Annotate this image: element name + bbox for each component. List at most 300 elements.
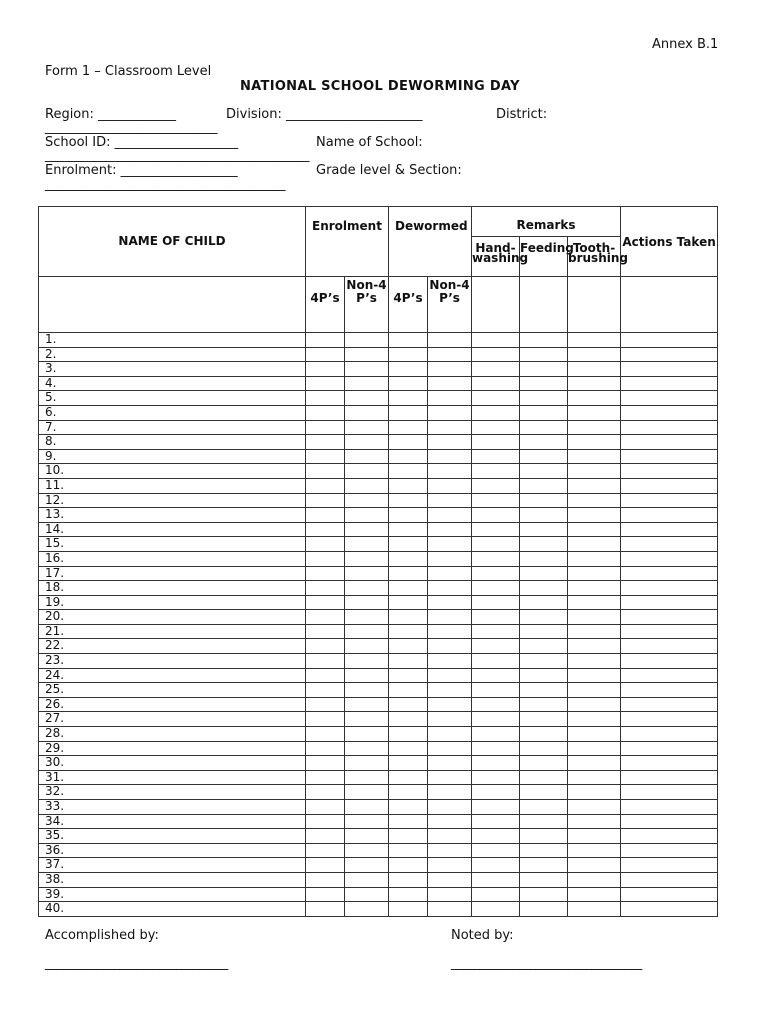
actions-taken-cell[interactable] xyxy=(621,376,718,391)
enrolment-non-4ps-cell[interactable] xyxy=(345,829,389,844)
enrolment-non-4ps-cell[interactable] xyxy=(345,566,389,581)
enrolment-4ps-cell[interactable] xyxy=(306,391,345,406)
dewormed-4ps-cell[interactable] xyxy=(389,756,428,771)
feeding-cell[interactable] xyxy=(520,449,568,464)
toothbrushing-cell[interactable] xyxy=(568,362,621,377)
child-name-cell[interactable]: 13. xyxy=(39,508,306,523)
actions-taken-cell[interactable] xyxy=(621,405,718,420)
toothbrushing-cell[interactable] xyxy=(568,697,621,712)
enrolment-non-4ps-cell[interactable] xyxy=(345,683,389,698)
handwashing-cell[interactable] xyxy=(472,595,520,610)
actions-taken-cell[interactable] xyxy=(621,493,718,508)
handwashing-cell[interactable] xyxy=(472,712,520,727)
child-name-cell[interactable]: 17. xyxy=(39,566,306,581)
dewormed-non-4ps-cell[interactable] xyxy=(428,887,472,902)
actions-taken-cell[interactable] xyxy=(621,624,718,639)
child-name-cell[interactable]: 23. xyxy=(39,654,306,669)
enrolment-4ps-cell[interactable] xyxy=(306,493,345,508)
toothbrushing-cell[interactable] xyxy=(568,405,621,420)
handwashing-cell[interactable] xyxy=(472,522,520,537)
feeding-cell[interactable] xyxy=(520,858,568,873)
handwashing-cell[interactable] xyxy=(472,610,520,625)
dewormed-4ps-cell[interactable] xyxy=(389,537,428,552)
dewormed-non-4ps-cell[interactable] xyxy=(428,843,472,858)
handwashing-cell[interactable] xyxy=(472,537,520,552)
toothbrushing-cell[interactable] xyxy=(568,800,621,815)
toothbrushing-cell[interactable] xyxy=(568,464,621,479)
dewormed-non-4ps-cell[interactable] xyxy=(428,420,472,435)
dewormed-4ps-cell[interactable] xyxy=(389,872,428,887)
child-name-cell[interactable]: 34. xyxy=(39,814,306,829)
child-name-cell[interactable]: 40. xyxy=(39,902,306,917)
enrolment-4ps-cell[interactable] xyxy=(306,697,345,712)
dewormed-non-4ps-cell[interactable] xyxy=(428,493,472,508)
feeding-cell[interactable] xyxy=(520,522,568,537)
enrolment-4ps-cell[interactable] xyxy=(306,668,345,683)
enrolment-non-4ps-cell[interactable] xyxy=(345,785,389,800)
enrolment-4ps-cell[interactable] xyxy=(306,770,345,785)
toothbrushing-cell[interactable] xyxy=(568,610,621,625)
enrolment-4ps-cell[interactable] xyxy=(306,333,345,348)
enrolment-non-4ps-cell[interactable] xyxy=(345,581,389,596)
actions-taken-cell[interactable] xyxy=(621,887,718,902)
dewormed-4ps-cell[interactable] xyxy=(389,435,428,450)
dewormed-4ps-cell[interactable] xyxy=(389,405,428,420)
dewormed-4ps-cell[interactable] xyxy=(389,829,428,844)
dewormed-4ps-cell[interactable] xyxy=(389,800,428,815)
dewormed-4ps-cell[interactable] xyxy=(389,697,428,712)
feeding-cell[interactable] xyxy=(520,624,568,639)
child-name-cell[interactable]: 9. xyxy=(39,449,306,464)
dewormed-non-4ps-cell[interactable] xyxy=(428,595,472,610)
handwashing-cell[interactable] xyxy=(472,566,520,581)
actions-taken-cell[interactable] xyxy=(621,770,718,785)
dewormed-non-4ps-cell[interactable] xyxy=(428,537,472,552)
actions-taken-cell[interactable] xyxy=(621,741,718,756)
child-name-cell[interactable]: 6. xyxy=(39,405,306,420)
handwashing-cell[interactable] xyxy=(472,391,520,406)
handwashing-cell[interactable] xyxy=(472,449,520,464)
handwashing-cell[interactable] xyxy=(472,887,520,902)
dewormed-non-4ps-cell[interactable] xyxy=(428,683,472,698)
child-name-cell[interactable]: 5. xyxy=(39,391,306,406)
enrolment-4ps-cell[interactable] xyxy=(306,829,345,844)
dewormed-4ps-cell[interactable] xyxy=(389,391,428,406)
enrolment-non-4ps-cell[interactable] xyxy=(345,654,389,669)
feeding-cell[interactable] xyxy=(520,405,568,420)
handwashing-cell[interactable] xyxy=(472,654,520,669)
dewormed-non-4ps-cell[interactable] xyxy=(428,435,472,450)
enrolment-4ps-cell[interactable] xyxy=(306,712,345,727)
actions-taken-cell[interactable] xyxy=(621,697,718,712)
dewormed-non-4ps-cell[interactable] xyxy=(428,712,472,727)
enrolment-non-4ps-cell[interactable] xyxy=(345,464,389,479)
enrolment-4ps-cell[interactable] xyxy=(306,581,345,596)
actions-taken-cell[interactable] xyxy=(621,814,718,829)
dewormed-4ps-cell[interactable] xyxy=(389,741,428,756)
handwashing-cell[interactable] xyxy=(472,639,520,654)
dewormed-non-4ps-cell[interactable] xyxy=(428,333,472,348)
toothbrushing-cell[interactable] xyxy=(568,770,621,785)
enrolment-non-4ps-cell[interactable] xyxy=(345,697,389,712)
dewormed-4ps-cell[interactable] xyxy=(389,566,428,581)
actions-taken-cell[interactable] xyxy=(621,683,718,698)
child-name-cell[interactable]: 30. xyxy=(39,756,306,771)
enrolment-4ps-cell[interactable] xyxy=(306,654,345,669)
handwashing-cell[interactable] xyxy=(472,697,520,712)
enrolment-non-4ps-cell[interactable] xyxy=(345,391,389,406)
child-name-cell[interactable]: 37. xyxy=(39,858,306,873)
dewormed-non-4ps-cell[interactable] xyxy=(428,464,472,479)
dewormed-4ps-cell[interactable] xyxy=(389,843,428,858)
handwashing-cell[interactable] xyxy=(472,872,520,887)
handwashing-cell[interactable] xyxy=(472,581,520,596)
feeding-cell[interactable] xyxy=(520,551,568,566)
child-name-cell[interactable]: 35. xyxy=(39,829,306,844)
dewormed-non-4ps-cell[interactable] xyxy=(428,727,472,742)
child-name-cell[interactable]: 38. xyxy=(39,872,306,887)
dewormed-4ps-cell[interactable] xyxy=(389,624,428,639)
feeding-cell[interactable] xyxy=(520,333,568,348)
handwashing-cell[interactable] xyxy=(472,843,520,858)
dewormed-4ps-cell[interactable] xyxy=(389,610,428,625)
feeding-cell[interactable] xyxy=(520,785,568,800)
dewormed-4ps-cell[interactable] xyxy=(389,376,428,391)
toothbrushing-cell[interactable] xyxy=(568,639,621,654)
enrolment-4ps-cell[interactable] xyxy=(306,566,345,581)
child-name-cell[interactable]: 1. xyxy=(39,333,306,348)
dewormed-non-4ps-cell[interactable] xyxy=(428,391,472,406)
handwashing-cell[interactable] xyxy=(472,814,520,829)
feeding-cell[interactable] xyxy=(520,814,568,829)
dewormed-4ps-cell[interactable] xyxy=(389,493,428,508)
dewormed-non-4ps-cell[interactable] xyxy=(428,362,472,377)
dewormed-4ps-cell[interactable] xyxy=(389,478,428,493)
toothbrushing-cell[interactable] xyxy=(568,376,621,391)
handwashing-cell[interactable] xyxy=(472,464,520,479)
dewormed-non-4ps-cell[interactable] xyxy=(428,770,472,785)
child-name-cell[interactable]: 4. xyxy=(39,376,306,391)
toothbrushing-cell[interactable] xyxy=(568,551,621,566)
toothbrushing-cell[interactable] xyxy=(568,478,621,493)
toothbrushing-cell[interactable] xyxy=(568,347,621,362)
enrolment-4ps-cell[interactable] xyxy=(306,858,345,873)
actions-taken-cell[interactable] xyxy=(621,610,718,625)
child-name-cell[interactable]: 29. xyxy=(39,741,306,756)
dewormed-4ps-cell[interactable] xyxy=(389,902,428,917)
actions-taken-cell[interactable] xyxy=(621,508,718,523)
feeding-cell[interactable] xyxy=(520,478,568,493)
handwashing-cell[interactable] xyxy=(472,508,520,523)
enrolment-4ps-cell[interactable] xyxy=(306,435,345,450)
handwashing-cell[interactable] xyxy=(472,785,520,800)
child-name-cell[interactable]: 31. xyxy=(39,770,306,785)
feeding-cell[interactable] xyxy=(520,610,568,625)
feeding-cell[interactable] xyxy=(520,537,568,552)
dewormed-non-4ps-cell[interactable] xyxy=(428,551,472,566)
handwashing-cell[interactable] xyxy=(472,362,520,377)
dewormed-4ps-cell[interactable] xyxy=(389,362,428,377)
dewormed-non-4ps-cell[interactable] xyxy=(428,376,472,391)
dewormed-non-4ps-cell[interactable] xyxy=(428,522,472,537)
enrolment-4ps-cell[interactable] xyxy=(306,464,345,479)
enrolment-non-4ps-cell[interactable] xyxy=(345,624,389,639)
actions-taken-cell[interactable] xyxy=(621,478,718,493)
enrolment-4ps-cell[interactable] xyxy=(306,551,345,566)
feeding-cell[interactable] xyxy=(520,493,568,508)
child-name-cell[interactable]: 21. xyxy=(39,624,306,639)
actions-taken-cell[interactable] xyxy=(621,566,718,581)
enrolment-non-4ps-cell[interactable] xyxy=(345,522,389,537)
child-name-cell[interactable]: 36. xyxy=(39,843,306,858)
toothbrushing-cell[interactable] xyxy=(568,872,621,887)
actions-taken-cell[interactable] xyxy=(621,537,718,552)
child-name-cell[interactable]: 15. xyxy=(39,537,306,552)
enrolment-4ps-cell[interactable] xyxy=(306,508,345,523)
enrolment-non-4ps-cell[interactable] xyxy=(345,814,389,829)
handwashing-cell[interactable] xyxy=(472,829,520,844)
feeding-cell[interactable] xyxy=(520,872,568,887)
dewormed-4ps-cell[interactable] xyxy=(389,858,428,873)
feeding-cell[interactable] xyxy=(520,800,568,815)
toothbrushing-cell[interactable] xyxy=(568,493,621,508)
enrolment-non-4ps-cell[interactable] xyxy=(345,405,389,420)
toothbrushing-cell[interactable] xyxy=(568,902,621,917)
enrolment-4ps-cell[interactable] xyxy=(306,595,345,610)
feeding-cell[interactable] xyxy=(520,595,568,610)
actions-taken-cell[interactable] xyxy=(621,800,718,815)
handwashing-cell[interactable] xyxy=(472,668,520,683)
handwashing-cell[interactable] xyxy=(472,902,520,917)
dewormed-non-4ps-cell[interactable] xyxy=(428,741,472,756)
toothbrushing-cell[interactable] xyxy=(568,814,621,829)
actions-taken-cell[interactable] xyxy=(621,435,718,450)
handwashing-cell[interactable] xyxy=(472,770,520,785)
enrolment-non-4ps-cell[interactable] xyxy=(345,741,389,756)
handwashing-cell[interactable] xyxy=(472,347,520,362)
feeding-cell[interactable] xyxy=(520,654,568,669)
child-name-cell[interactable]: 18. xyxy=(39,581,306,596)
child-name-cell[interactable]: 32. xyxy=(39,785,306,800)
feeding-cell[interactable] xyxy=(520,756,568,771)
enrolment-4ps-cell[interactable] xyxy=(306,727,345,742)
handwashing-cell[interactable] xyxy=(472,420,520,435)
enrolment-non-4ps-cell[interactable] xyxy=(345,595,389,610)
actions-taken-cell[interactable] xyxy=(621,843,718,858)
actions-taken-cell[interactable] xyxy=(621,595,718,610)
dewormed-non-4ps-cell[interactable] xyxy=(428,902,472,917)
child-name-cell[interactable]: 20. xyxy=(39,610,306,625)
child-name-cell[interactable]: 26. xyxy=(39,697,306,712)
dewormed-non-4ps-cell[interactable] xyxy=(428,697,472,712)
actions-taken-cell[interactable] xyxy=(621,785,718,800)
enrolment-non-4ps-cell[interactable] xyxy=(345,347,389,362)
actions-taken-cell[interactable] xyxy=(621,668,718,683)
dewormed-non-4ps-cell[interactable] xyxy=(428,872,472,887)
enrolment-non-4ps-cell[interactable] xyxy=(345,376,389,391)
child-name-cell[interactable]: 22. xyxy=(39,639,306,654)
actions-taken-cell[interactable] xyxy=(621,551,718,566)
toothbrushing-cell[interactable] xyxy=(568,683,621,698)
enrolment-non-4ps-cell[interactable] xyxy=(345,493,389,508)
actions-taken-cell[interactable] xyxy=(621,581,718,596)
feeding-cell[interactable] xyxy=(520,639,568,654)
toothbrushing-cell[interactable] xyxy=(568,624,621,639)
toothbrushing-cell[interactable] xyxy=(568,435,621,450)
dewormed-4ps-cell[interactable] xyxy=(389,347,428,362)
handwashing-cell[interactable] xyxy=(472,405,520,420)
actions-taken-cell[interactable] xyxy=(621,362,718,377)
dewormed-non-4ps-cell[interactable] xyxy=(428,756,472,771)
enrolment-non-4ps-cell[interactable] xyxy=(345,508,389,523)
toothbrushing-cell[interactable] xyxy=(568,741,621,756)
dewormed-4ps-cell[interactable] xyxy=(389,770,428,785)
feeding-cell[interactable] xyxy=(520,508,568,523)
actions-taken-cell[interactable] xyxy=(621,449,718,464)
toothbrushing-cell[interactable] xyxy=(568,595,621,610)
enrolment-4ps-cell[interactable] xyxy=(306,814,345,829)
dewormed-non-4ps-cell[interactable] xyxy=(428,785,472,800)
dewormed-non-4ps-cell[interactable] xyxy=(428,858,472,873)
child-name-cell[interactable]: 16. xyxy=(39,551,306,566)
toothbrushing-cell[interactable] xyxy=(568,785,621,800)
enrolment-4ps-cell[interactable] xyxy=(306,843,345,858)
enrolment-4ps-cell[interactable] xyxy=(306,405,345,420)
dewormed-4ps-cell[interactable] xyxy=(389,654,428,669)
dewormed-4ps-cell[interactable] xyxy=(389,785,428,800)
feeding-cell[interactable] xyxy=(520,464,568,479)
actions-taken-cell[interactable] xyxy=(621,727,718,742)
feeding-cell[interactable] xyxy=(520,347,568,362)
feeding-cell[interactable] xyxy=(520,581,568,596)
dewormed-4ps-cell[interactable] xyxy=(389,668,428,683)
child-name-cell[interactable]: 39. xyxy=(39,887,306,902)
feeding-cell[interactable] xyxy=(520,420,568,435)
enrolment-non-4ps-cell[interactable] xyxy=(345,333,389,348)
feeding-cell[interactable] xyxy=(520,376,568,391)
child-name-cell[interactable]: 19. xyxy=(39,595,306,610)
enrolment-non-4ps-cell[interactable] xyxy=(345,435,389,450)
dewormed-non-4ps-cell[interactable] xyxy=(428,624,472,639)
dewormed-4ps-cell[interactable] xyxy=(389,727,428,742)
child-name-cell[interactable]: 14. xyxy=(39,522,306,537)
handwashing-cell[interactable] xyxy=(472,624,520,639)
dewormed-4ps-cell[interactable] xyxy=(389,712,428,727)
feeding-cell[interactable] xyxy=(520,391,568,406)
child-name-cell[interactable]: 25. xyxy=(39,683,306,698)
child-name-cell[interactable]: 11. xyxy=(39,478,306,493)
toothbrushing-cell[interactable] xyxy=(568,391,621,406)
handwashing-cell[interactable] xyxy=(472,683,520,698)
enrolment-non-4ps-cell[interactable] xyxy=(345,537,389,552)
actions-taken-cell[interactable] xyxy=(621,712,718,727)
feeding-cell[interactable] xyxy=(520,566,568,581)
child-name-cell[interactable]: 33. xyxy=(39,800,306,815)
actions-taken-cell[interactable] xyxy=(621,639,718,654)
dewormed-non-4ps-cell[interactable] xyxy=(428,581,472,596)
enrolment-4ps-cell[interactable] xyxy=(306,872,345,887)
dewormed-4ps-cell[interactable] xyxy=(389,420,428,435)
feeding-cell[interactable] xyxy=(520,887,568,902)
handwashing-cell[interactable] xyxy=(472,333,520,348)
enrolment-4ps-cell[interactable] xyxy=(306,610,345,625)
handwashing-cell[interactable] xyxy=(472,435,520,450)
child-name-cell[interactable]: 2. xyxy=(39,347,306,362)
toothbrushing-cell[interactable] xyxy=(568,522,621,537)
toothbrushing-cell[interactable] xyxy=(568,537,621,552)
enrolment-4ps-cell[interactable] xyxy=(306,785,345,800)
handwashing-cell[interactable] xyxy=(472,741,520,756)
dewormed-non-4ps-cell[interactable] xyxy=(428,800,472,815)
child-name-cell[interactable]: 10. xyxy=(39,464,306,479)
feeding-cell[interactable] xyxy=(520,843,568,858)
dewormed-non-4ps-cell[interactable] xyxy=(428,639,472,654)
enrolment-non-4ps-cell[interactable] xyxy=(345,668,389,683)
dewormed-non-4ps-cell[interactable] xyxy=(428,654,472,669)
dewormed-4ps-cell[interactable] xyxy=(389,683,428,698)
dewormed-4ps-cell[interactable] xyxy=(389,814,428,829)
handwashing-cell[interactable] xyxy=(472,727,520,742)
handwashing-cell[interactable] xyxy=(472,478,520,493)
toothbrushing-cell[interactable] xyxy=(568,581,621,596)
toothbrushing-cell[interactable] xyxy=(568,712,621,727)
toothbrushing-cell[interactable] xyxy=(568,887,621,902)
dewormed-4ps-cell[interactable] xyxy=(389,464,428,479)
toothbrushing-cell[interactable] xyxy=(568,858,621,873)
dewormed-4ps-cell[interactable] xyxy=(389,639,428,654)
toothbrushing-cell[interactable] xyxy=(568,756,621,771)
enrolment-4ps-cell[interactable] xyxy=(306,478,345,493)
enrolment-non-4ps-cell[interactable] xyxy=(345,551,389,566)
dewormed-4ps-cell[interactable] xyxy=(389,508,428,523)
feeding-cell[interactable] xyxy=(520,829,568,844)
dewormed-4ps-cell[interactable] xyxy=(389,551,428,566)
toothbrushing-cell[interactable] xyxy=(568,420,621,435)
child-name-cell[interactable]: 28. xyxy=(39,727,306,742)
toothbrushing-cell[interactable] xyxy=(568,566,621,581)
toothbrushing-cell[interactable] xyxy=(568,668,621,683)
feeding-cell[interactable] xyxy=(520,683,568,698)
actions-taken-cell[interactable] xyxy=(621,872,718,887)
feeding-cell[interactable] xyxy=(520,435,568,450)
dewormed-4ps-cell[interactable] xyxy=(389,522,428,537)
enrolment-non-4ps-cell[interactable] xyxy=(345,872,389,887)
actions-taken-cell[interactable] xyxy=(621,391,718,406)
actions-taken-cell[interactable] xyxy=(621,333,718,348)
enrolment-4ps-cell[interactable] xyxy=(306,683,345,698)
dewormed-4ps-cell[interactable] xyxy=(389,581,428,596)
actions-taken-cell[interactable] xyxy=(621,858,718,873)
enrolment-4ps-cell[interactable] xyxy=(306,756,345,771)
actions-taken-cell[interactable] xyxy=(621,756,718,771)
feeding-cell[interactable] xyxy=(520,902,568,917)
toothbrushing-cell[interactable] xyxy=(568,843,621,858)
toothbrushing-cell[interactable] xyxy=(568,333,621,348)
dewormed-4ps-cell[interactable] xyxy=(389,449,428,464)
dewormed-4ps-cell[interactable] xyxy=(389,887,428,902)
dewormed-non-4ps-cell[interactable] xyxy=(428,347,472,362)
enrolment-4ps-cell[interactable] xyxy=(306,376,345,391)
enrolment-non-4ps-cell[interactable] xyxy=(345,610,389,625)
actions-taken-cell[interactable] xyxy=(621,829,718,844)
enrolment-non-4ps-cell[interactable] xyxy=(345,843,389,858)
dewormed-4ps-cell[interactable] xyxy=(389,595,428,610)
enrolment-4ps-cell[interactable] xyxy=(306,522,345,537)
dewormed-non-4ps-cell[interactable] xyxy=(428,508,472,523)
actions-taken-cell[interactable] xyxy=(621,420,718,435)
actions-taken-cell[interactable] xyxy=(621,347,718,362)
enrolment-4ps-cell[interactable] xyxy=(306,902,345,917)
